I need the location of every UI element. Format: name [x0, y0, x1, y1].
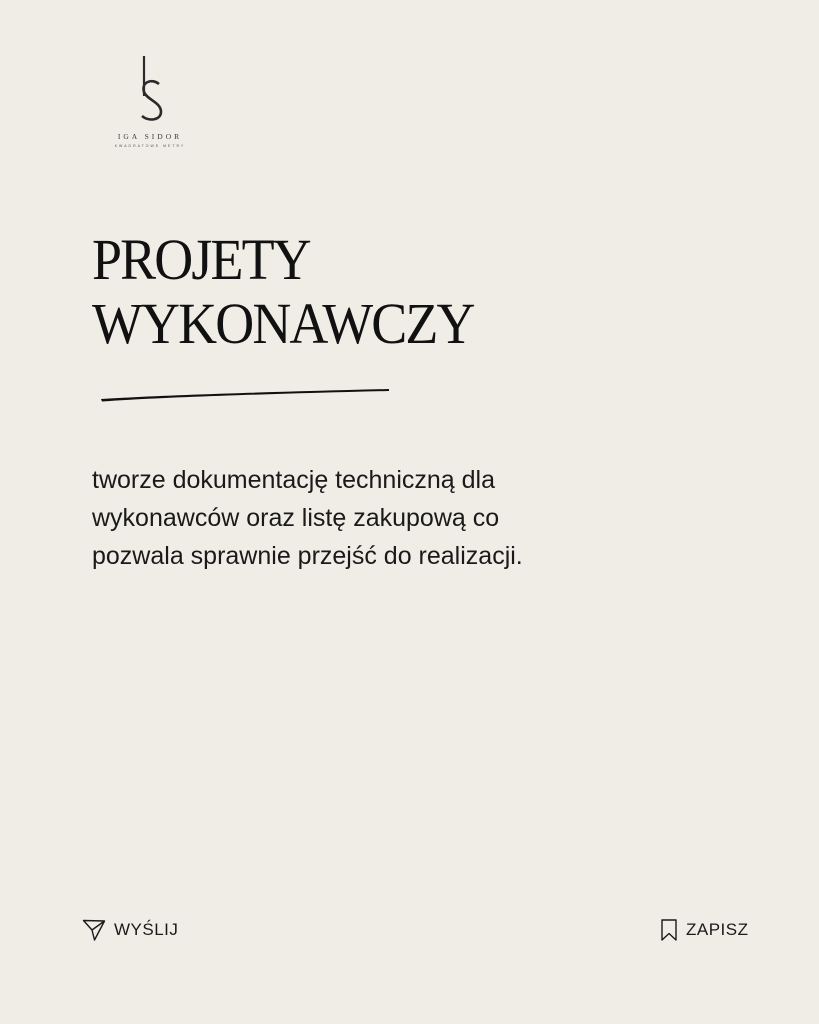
description-line-2: wykonawców oraz listę zakupową co [92, 504, 500, 532]
title-line-1: PROJETY [92, 227, 310, 292]
send-button[interactable] [82, 918, 178, 942]
monogram-logo [130, 52, 170, 122]
description-line-3: pozwala sprawnie przejść do realizacji. [92, 542, 523, 570]
send-label: WYŚLIJ [114, 920, 179, 939]
brand-name: IGA SIDOR [117, 132, 183, 141]
page-title [92, 228, 474, 356]
save-label: ZAPISZ [686, 920, 749, 939]
brush-underline [98, 384, 398, 408]
brand-logo [100, 52, 200, 148]
description-text [92, 461, 732, 575]
brand-tagline: KWADRATOWE METRY [114, 144, 186, 148]
title-line-2: WYKONAWCZY [92, 291, 474, 356]
bookmark-icon [660, 918, 678, 942]
save-button[interactable] [660, 918, 749, 942]
description-line-1: tworze dokumentację techniczną dla [92, 466, 496, 494]
send-icon [82, 918, 106, 942]
